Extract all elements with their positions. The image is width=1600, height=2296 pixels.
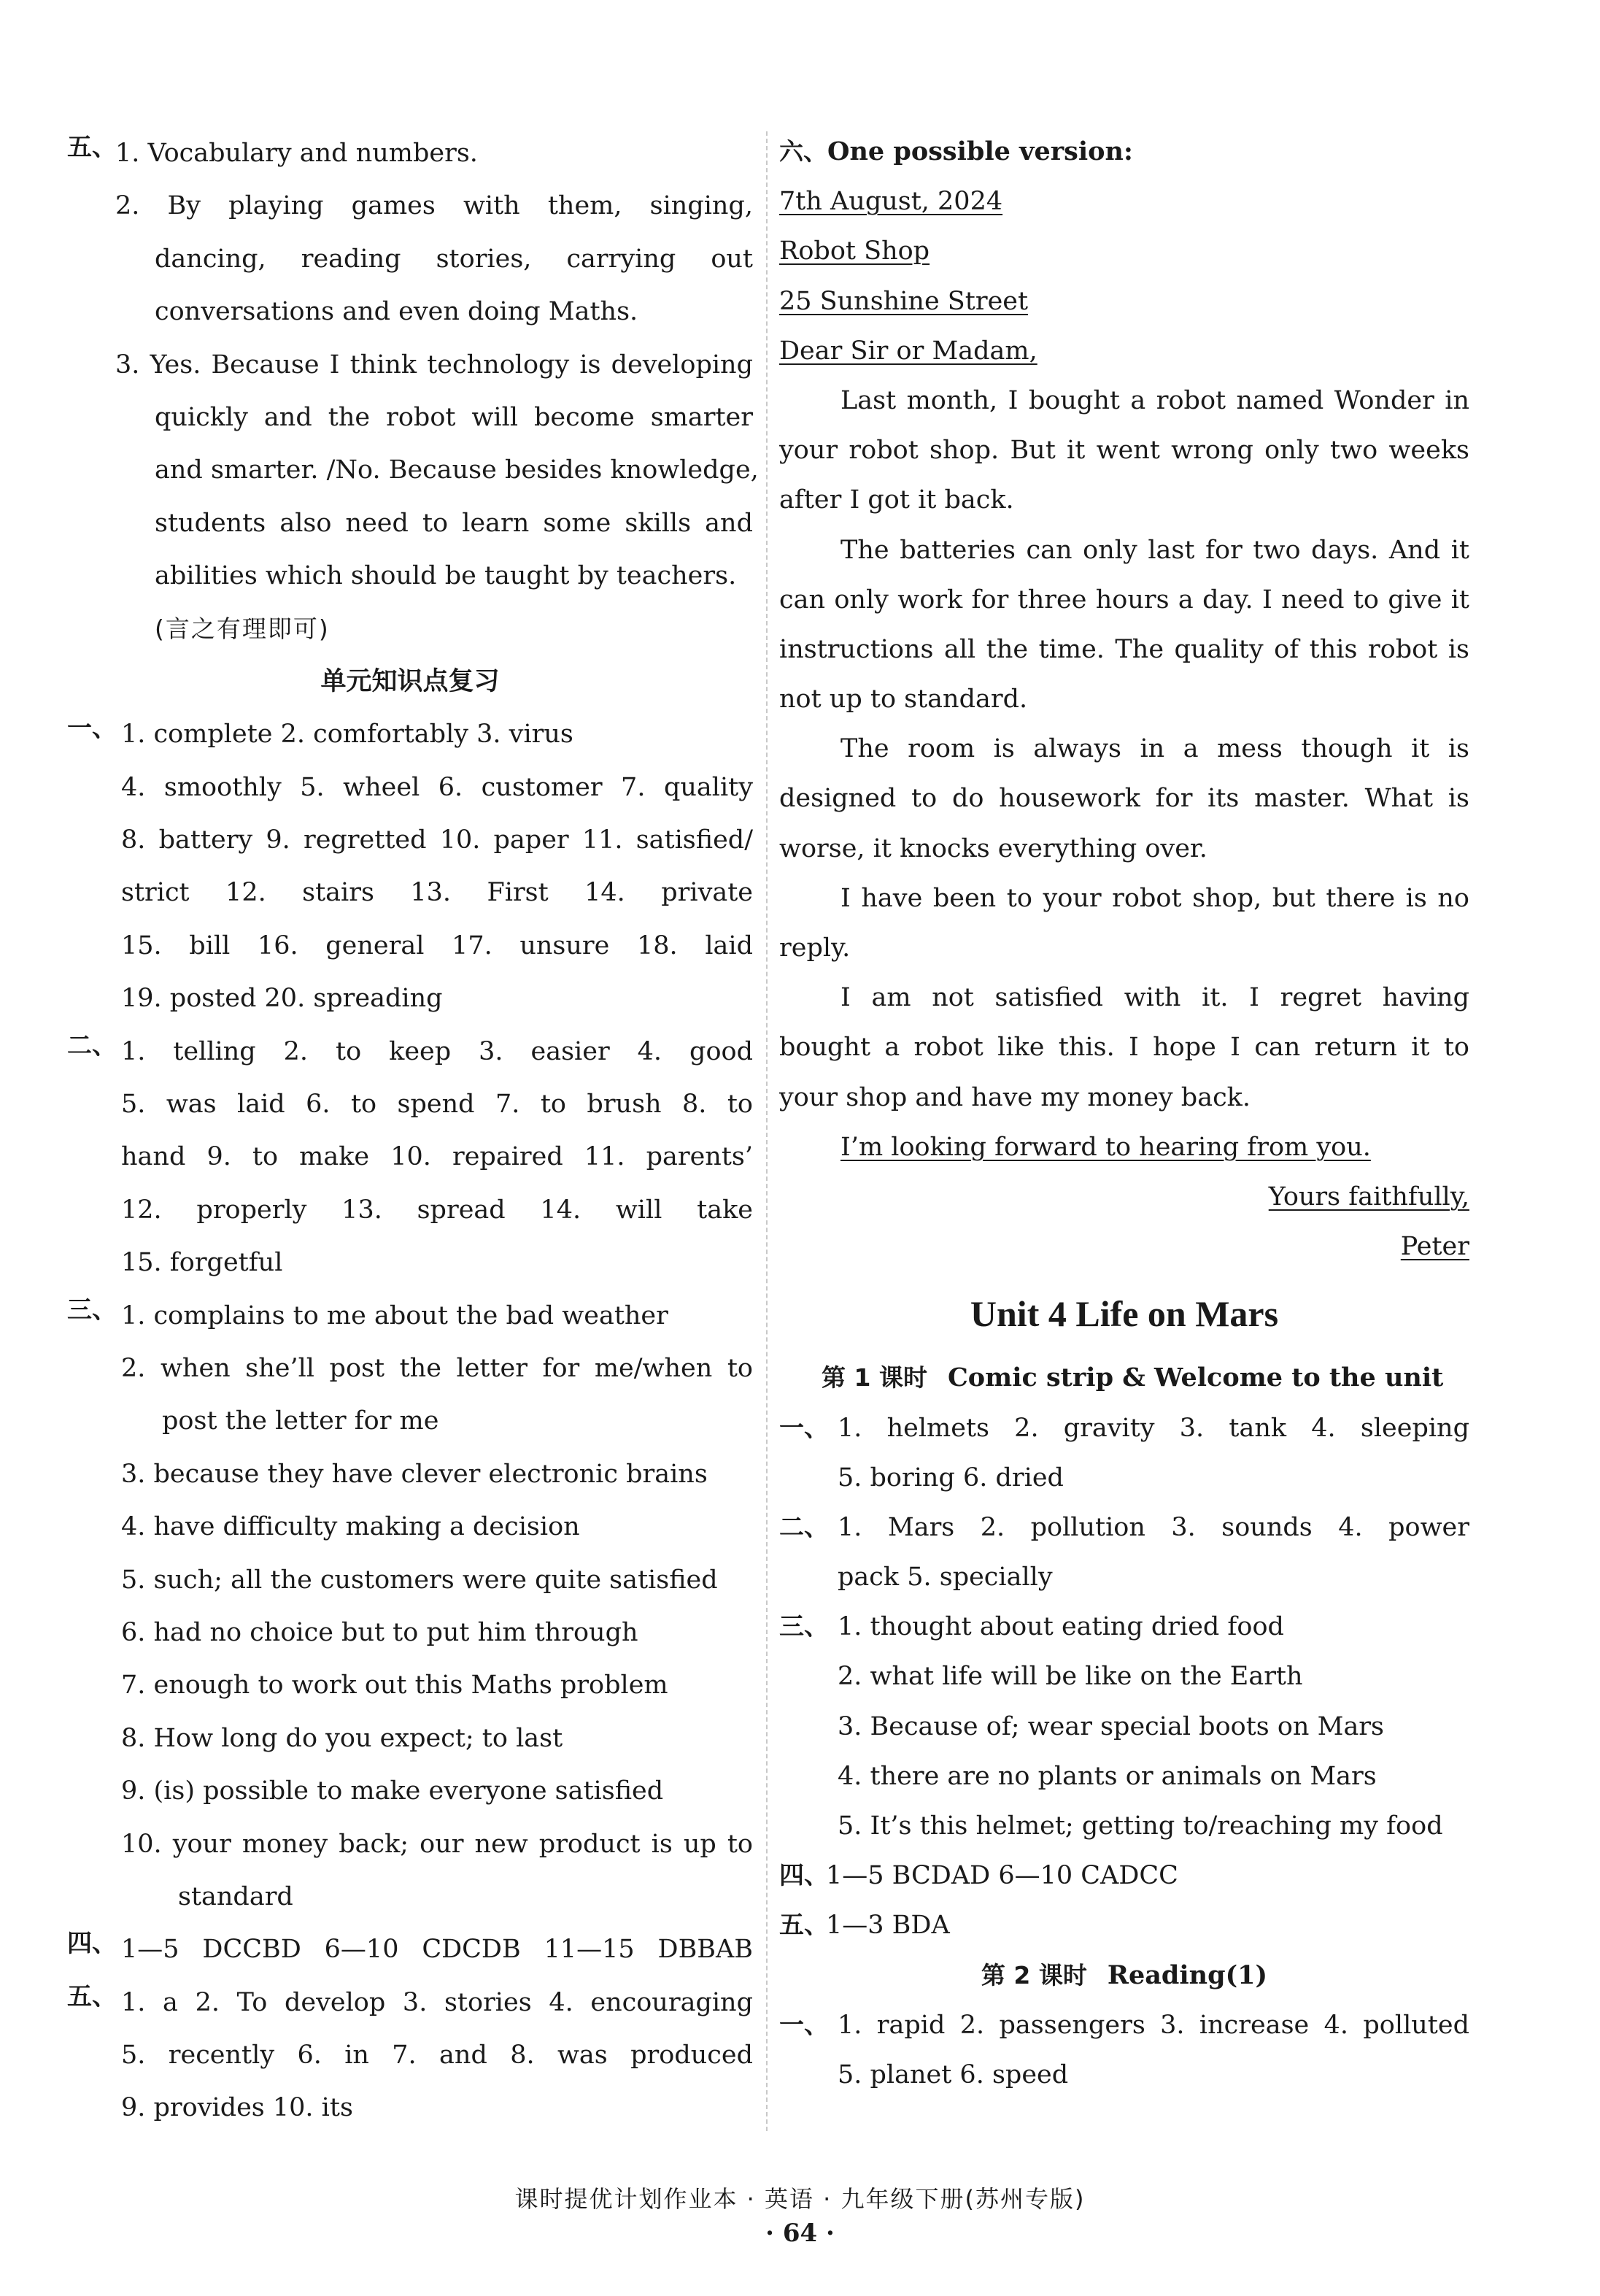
letter-line: designed to do housework for its master. What is <box>779 784 1469 814</box>
letter-line: instructions all the time. The quality of this robot is <box>779 634 1469 664</box>
column-divider <box>766 131 768 2131</box>
answer-line: 9. (is) possible to make everyone satisfied <box>121 1776 664 1806</box>
lesson-number: 第 1 课时 <box>822 1363 927 1392</box>
book-title-footer: 课时提优计划作业本 · 英语 · 九年级下册(苏州专版) <box>514 2185 1086 2213</box>
answer-line: 5. It’s this helmet; getting to/reaching my food <box>838 1811 1443 1841</box>
letter-greeting: Dear Sir or Madam, <box>779 336 1037 366</box>
answer-line: 5. planet 6. speed <box>838 2060 1069 2089</box>
letter-line: I have been to your robot shop, but there is no <box>840 883 1469 913</box>
review-section-4 <box>67 1923 753 1976</box>
page-number: · 64 · <box>765 2219 835 2248</box>
answer-line: 15. forgetful <box>121 1248 283 1278</box>
answer-line: strict 12. stairs 13. First 14. private <box>121 878 753 908</box>
letter-shop: Robot Shop <box>779 236 930 266</box>
letter-line: not up to standard. <box>779 685 1028 714</box>
lesson-1-section-3 <box>779 1602 1469 1851</box>
letter-line: Last month, I bought a robot named Wonder in <box>840 385 1469 415</box>
lesson-name: Reading(1) <box>1107 1960 1268 1990</box>
answer-line: students also need to learn some skills and <box>155 508 753 538</box>
answer-line: conversations and even doing Maths. <box>155 297 638 327</box>
answer-line: 12. properly 13. spread 14. will take <box>121 1195 753 1225</box>
answer-line: 1—5 BCDAD 6—10 CADCC <box>826 1861 1178 1891</box>
lesson-1-section-4 <box>779 1851 1469 1900</box>
lesson-name: Comic strip & Welcome to the unit <box>947 1363 1444 1393</box>
answer-line: 1. thought about eating dried food <box>838 1612 1284 1642</box>
answer-line: quickly and the robot will become smarter <box>155 402 753 432</box>
answer-line: 1. telling 2. to keep 3. easier 4. good <box>121 1036 753 1066</box>
letter-line: bought a robot like this. I hope I can return it to <box>779 1033 1469 1063</box>
answer-note: (言之有理即可) <box>155 614 330 643</box>
letter-line: reply. <box>779 933 851 963</box>
answer-line: 4. have difficulty making a decision <box>121 1512 580 1542</box>
section-label: 六、 <box>779 137 827 166</box>
letter-line: I am not satisfied with it. I regret having <box>840 983 1469 1013</box>
section-label: 二、 <box>779 1512 829 1542</box>
answer-line: 3. Yes. Because I think technology is developing <box>115 350 753 380</box>
sample-letter <box>779 177 1469 1271</box>
answer-line: 1. Mars 2. pollution 3. sounds 4. power <box>838 1512 1469 1542</box>
left-column <box>67 127 759 2135</box>
answer-line: 5. was laid 6. to spend 7. to brush 8. to <box>121 1090 753 1120</box>
section-label: 三、 <box>67 1295 117 1325</box>
section-5 <box>67 127 759 655</box>
answer-line: 2. when she’ll post the letter for me/when to <box>121 1353 753 1383</box>
letter-line: The batteries can only last for two days. And it <box>840 535 1469 565</box>
answer-line: 1—3 BDA <box>826 1911 950 1941</box>
answer-line: 4. there are no plants or animals on Mars <box>838 1761 1377 1791</box>
section-label: 五、 <box>779 1911 829 1941</box>
answer-line: 1. Vocabulary and numbers. <box>115 139 478 168</box>
answer-line: and smarter. /No. Because besides knowledge, <box>155 455 759 485</box>
lesson-1-section-2 <box>779 1503 1469 1602</box>
lesson-1-title <box>779 1353 1469 1403</box>
section-label: 一、 <box>67 714 117 744</box>
answer-line: 3. because they have clever electronic brains <box>121 1459 708 1489</box>
answer-line: 1. a 2. To develop 3. stories 4. encouraging <box>121 1987 753 2017</box>
unit-title: Unit 4 Life on Mars <box>970 1293 1279 1335</box>
letter-line: your shop and have my money back. <box>779 1082 1251 1112</box>
answer-line: 9. provides 10. its <box>121 2093 353 2123</box>
answer-line: 15. bill 16. general 17. unsure 18. laid <box>121 931 753 960</box>
answer-line: 1. complains to me about the bad weather <box>121 1301 668 1330</box>
answer-line: 7. enough to work out this Maths problem <box>121 1671 668 1700</box>
letter-line: can only work for three hours a day. I need to give it <box>779 585 1469 615</box>
letter-closing: I’m looking forward to hearing from you. <box>840 1132 1371 1162</box>
section-label: 二、 <box>67 1030 117 1060</box>
answer-line: 4. smoothly 5. wheel 6. customer 7. quality <box>121 772 753 802</box>
lesson-2-title <box>779 1951 1469 2000</box>
answer-line: standard <box>178 1881 293 1911</box>
section-label: 四、 <box>67 1929 117 1959</box>
section-label: 三、 <box>779 1612 829 1642</box>
lesson-2-section-1 <box>779 2000 1469 2100</box>
answer-line: 1. rapid 2. passengers 3. increase 4. polluted <box>838 2010 1469 2040</box>
section-label: 四、 <box>779 1861 829 1891</box>
answer-line: 2. what life will be like on the Earth <box>838 1662 1303 1692</box>
answer-line: 5. recently 6. in 7. and 8. was produced <box>121 2041 753 2070</box>
answer-line: 6. had no choice but to put him through <box>121 1617 638 1647</box>
answer-line: 8. How long do you expect; to last <box>121 1723 563 1753</box>
section-title: One possible version: <box>827 136 1133 166</box>
answer-line: 1—5 DCCBD 6—10 CDCDB 11—15 DBBAB <box>121 1935 753 1965</box>
answer-line: 2. By playing games with them, singing, <box>115 191 753 221</box>
review-section-5 <box>67 1976 753 2135</box>
review-section-2 <box>67 1025 753 1290</box>
section-label: 五、 <box>67 1981 117 2011</box>
answer-line: pack 5. specially <box>838 1563 1053 1592</box>
answer-line: hand 9. to make 10. repaired 11. parents’ <box>121 1142 753 1172</box>
answer-line: dancing, reading stories, carrying out <box>155 244 753 274</box>
letter-line: your robot shop. But it went wrong only two weeks <box>779 436 1469 466</box>
letter-line: The room is always in a mess though it is <box>840 734 1469 764</box>
answer-line: 5. such; all the customers were quite satisfied <box>121 1565 718 1595</box>
answer-line: 10. your money back; our new product is up to <box>121 1829 753 1859</box>
review-section-1 <box>67 708 753 1025</box>
letter-street: 25 Sunshine Street <box>779 286 1029 316</box>
lesson-1-section-5 <box>779 1900 1469 1950</box>
answer-line: 1. complete 2. comfortably 3. virus <box>121 720 573 750</box>
section-label: 一、 <box>779 2010 829 2040</box>
answer-line: 3. Because of; wear special boots on Mars <box>838 1711 1384 1741</box>
answer-line: 1. helmets 2. gravity 3. tank 4. sleeping <box>838 1413 1469 1443</box>
letter-line: after I got it back. <box>779 485 1014 515</box>
answer-line: 5. boring 6. dried <box>838 1463 1064 1492</box>
letter-signoff: Yours faithfully, <box>1268 1182 1469 1211</box>
answer-line: 8. battery 9. regretted 10. paper 11. satisfied/ <box>121 825 753 855</box>
letter-line: worse, it knocks everything over. <box>779 833 1207 863</box>
section-label: 一、 <box>779 1413 829 1443</box>
lesson-1-section-1 <box>779 1403 1469 1503</box>
letter-date: 7th August, 2024 <box>779 187 1003 217</box>
lesson-number: 第 2 课时 <box>981 1960 1087 1989</box>
answer-line: 19. posted 20. spreading <box>121 984 443 1014</box>
section-label: 五、 <box>67 133 117 162</box>
answer-lines <box>115 127 759 655</box>
letter-signature: Peter <box>1400 1232 1469 1262</box>
answer-line: abilities which should be taught by teachers. <box>155 561 737 591</box>
answer-line: post the letter for me <box>162 1406 439 1436</box>
right-column <box>779 127 1469 2100</box>
review-title: 单元知识点复习 <box>320 666 500 696</box>
section-6-heading <box>779 127 1469 177</box>
review-section-3 <box>67 1290 753 1924</box>
